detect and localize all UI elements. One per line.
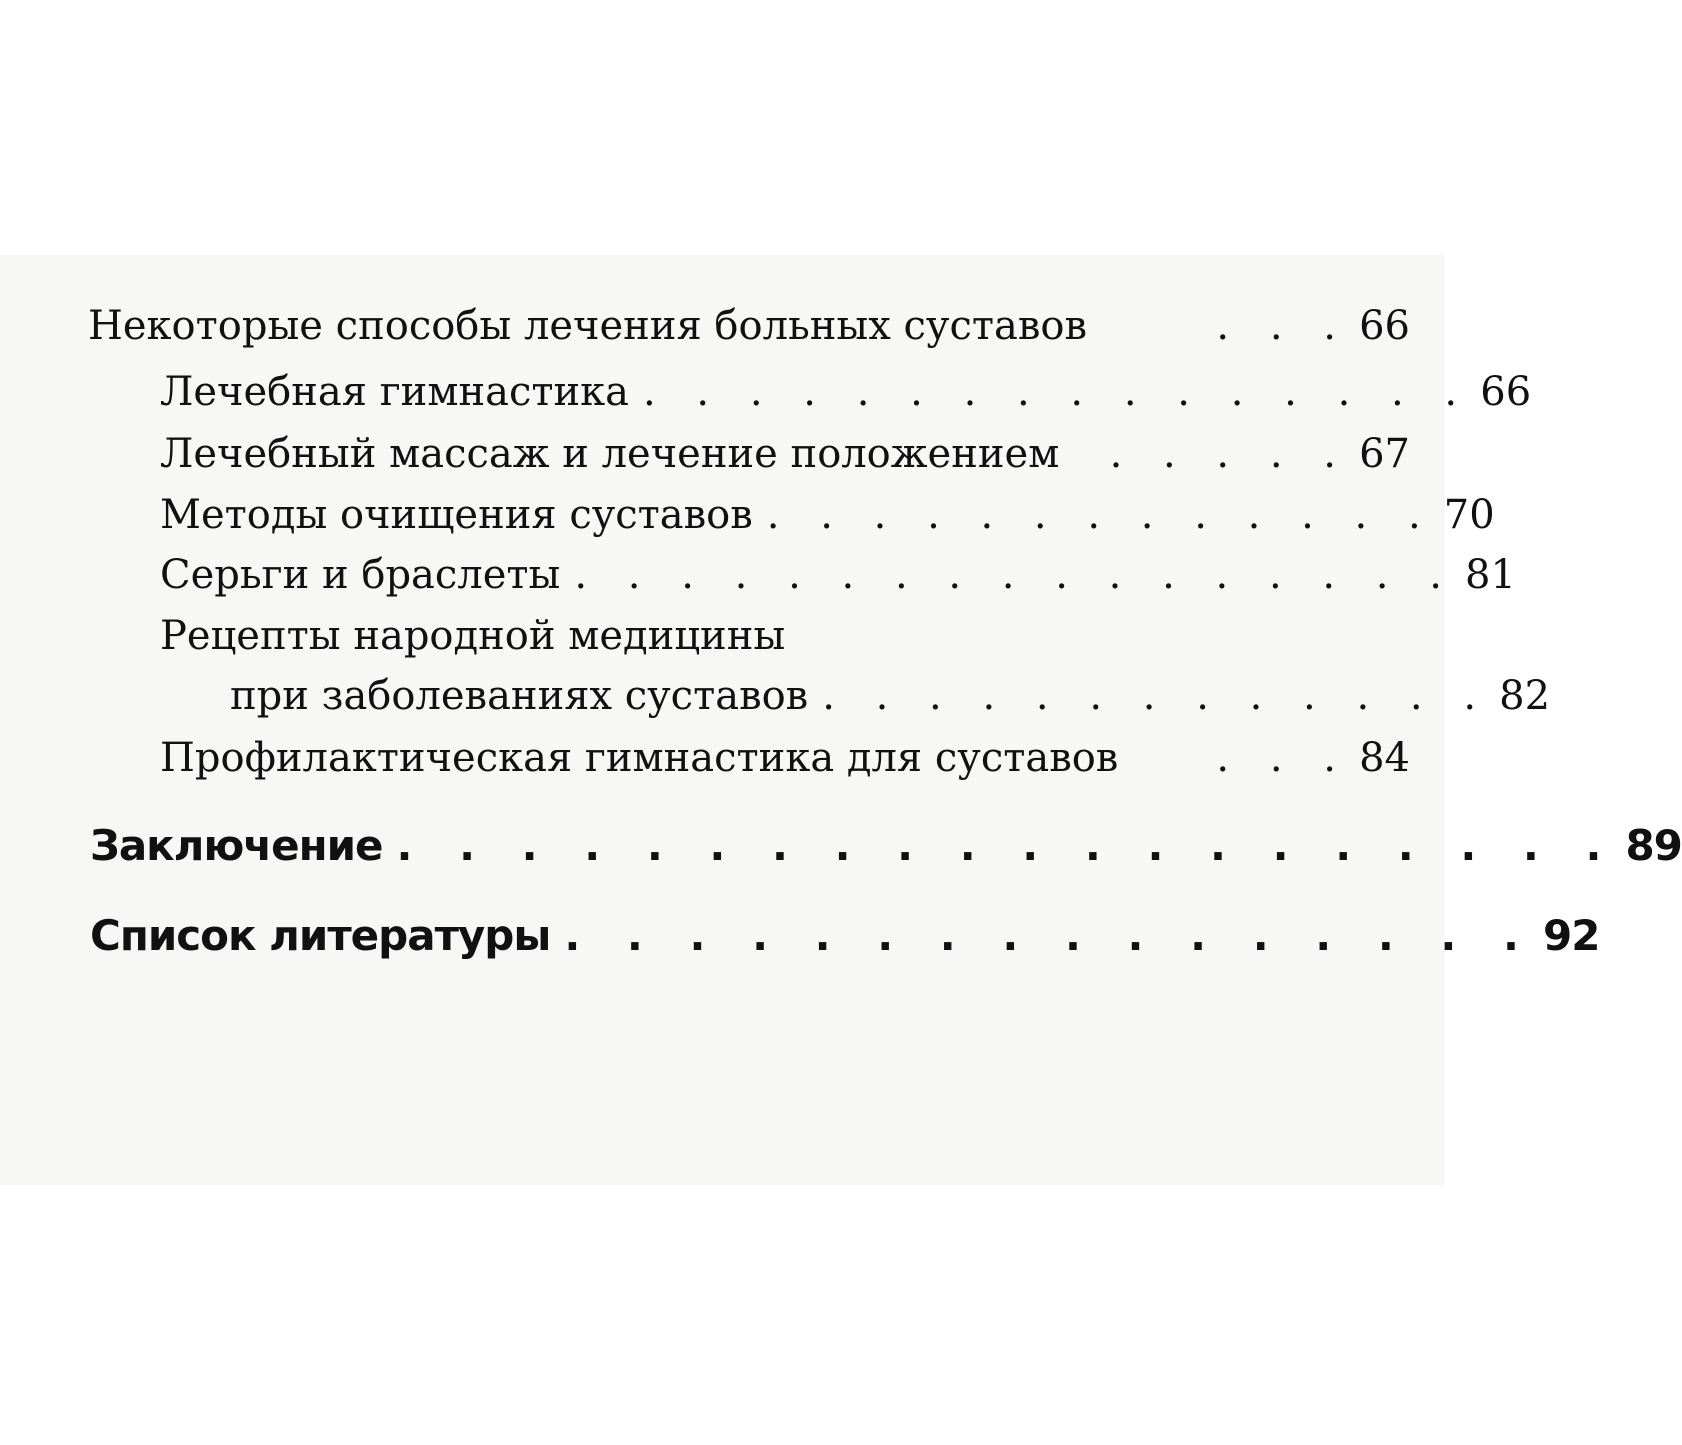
toc-entry-page: 84 bbox=[1359, 735, 1410, 781]
dot-leader: . . . . . . . . . . . . . . . . bbox=[564, 911, 1535, 960]
dot-leader: . . . . . . . . . . . . . . . . . bbox=[574, 552, 1456, 598]
toc-entry-title: Некоторые способы лечения больных суставов bbox=[88, 303, 1087, 349]
toc-entry-page: 92 bbox=[1542, 911, 1600, 960]
toc-entry-page: 66 bbox=[1359, 303, 1410, 349]
toc-entry-title: Серьги и браслеты bbox=[160, 552, 561, 598]
toc-entry-title: Список литературы bbox=[90, 911, 551, 960]
toc-entry-folk-recipes bbox=[230, 672, 1551, 720]
dot-leader: . . . . . . . . . . . . . . . . bbox=[642, 369, 1472, 415]
toc-entry-page: 70 bbox=[1443, 492, 1495, 538]
toc-entry-page: 89 bbox=[1625, 821, 1682, 870]
dot-leader: . . . . . . . . . . . . . bbox=[766, 492, 1435, 538]
toc-entry-treatment-methods bbox=[88, 302, 1410, 350]
toc-entry-page: 67 bbox=[1359, 431, 1410, 477]
toc-entry-folk-recipes-line1: Рецепты народной медицины bbox=[160, 613, 786, 659]
toc-entry-conclusion bbox=[90, 821, 1682, 870]
toc-entry-joint-cleansing bbox=[160, 491, 1495, 539]
toc-entry-title: Методы очищения суставов bbox=[160, 492, 753, 538]
toc-entry-title: Профилактическая гимнастика для суставов bbox=[160, 735, 1119, 781]
dot-leader: . . . . . bbox=[1109, 431, 1350, 477]
toc-entry-title: Лечебная гимнастика bbox=[160, 369, 629, 415]
toc-entry-page: 82 bbox=[1499, 673, 1551, 719]
toc-entry-therapeutic-gymnastics bbox=[160, 368, 1532, 416]
toc-entry-earrings-bracelets bbox=[160, 551, 1516, 599]
dot-leader: . . . bbox=[1216, 303, 1350, 349]
toc-entry-title: при заболеваниях суставов bbox=[230, 673, 809, 719]
toc-entry-page: 66 bbox=[1480, 369, 1532, 415]
toc-entry-page: 81 bbox=[1465, 552, 1516, 598]
dot-leader: . . . . . . . . . . . . . . . . . . . . bbox=[396, 821, 1618, 870]
dot-leader: . . . bbox=[1216, 735, 1350, 781]
dot-leader: . . . . . . . . . . . . . bbox=[822, 673, 1491, 719]
toc-entry-bibliography bbox=[90, 911, 1600, 960]
toc-entry-title: Лечебный массаж и лечение положением bbox=[160, 431, 1060, 477]
toc-entry-massage bbox=[160, 430, 1410, 478]
toc-entry-preventive-gymnastics bbox=[160, 734, 1410, 782]
toc-entry-title: Заключение bbox=[90, 821, 383, 870]
